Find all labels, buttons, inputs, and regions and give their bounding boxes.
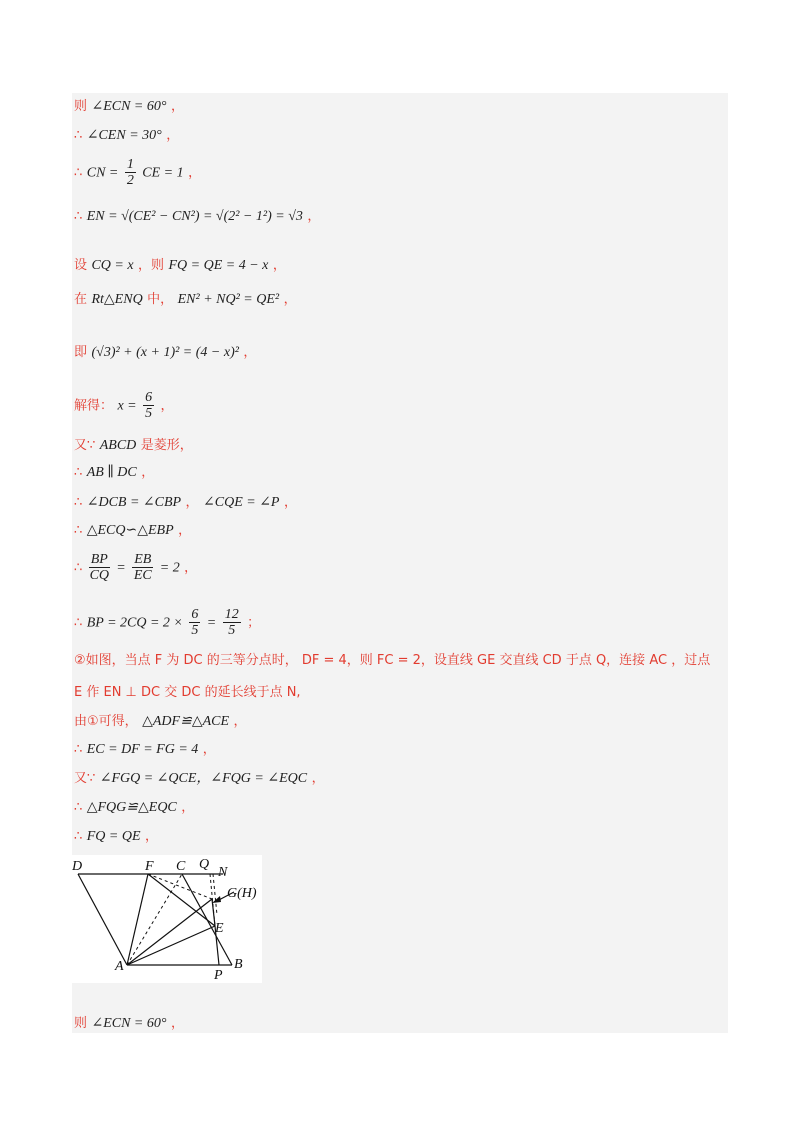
line-suffix: ， bbox=[144, 829, 158, 844]
segment-fe bbox=[148, 874, 215, 926]
fraction-numerator: 12 bbox=[224, 607, 239, 622]
line-suffix: ， bbox=[272, 258, 286, 273]
fraction-numerator: 6 bbox=[145, 390, 153, 405]
math-expression: = bbox=[206, 615, 217, 631]
therefore-symbol: ∴ bbox=[74, 829, 83, 844]
math-expression: ∠ECN = 60° bbox=[91, 1016, 167, 1031]
line-prefix: 由①可得， bbox=[74, 714, 138, 729]
line-suffix: ， bbox=[283, 495, 297, 510]
therefore-symbol: ∴ bbox=[74, 495, 83, 510]
math-expression: EC = DF = FG = 4 bbox=[86, 742, 199, 757]
line-prefix: 又∵ bbox=[74, 438, 96, 453]
line-suffix: ， bbox=[202, 742, 216, 757]
label-c: C bbox=[176, 859, 186, 874]
math-expression: ∠DCB = ∠CBP bbox=[86, 495, 182, 510]
math-expression: BP = 2CQ = 2 × bbox=[86, 615, 183, 631]
segment-da bbox=[78, 874, 127, 965]
fraction bbox=[143, 390, 154, 421]
solution-line-14 bbox=[74, 607, 260, 638]
solution-line-2 bbox=[74, 126, 179, 145]
math-expression: △ECQ∽△EBP bbox=[86, 523, 174, 538]
solution-line-17 bbox=[74, 712, 247, 731]
line-suffix: ， bbox=[243, 345, 257, 360]
math-expression: △FQG≌△EQC bbox=[86, 800, 177, 815]
math-expression: EN² + NQ² = QE² bbox=[177, 292, 280, 307]
line-suffix: ， bbox=[160, 398, 174, 414]
fraction-denominator: 5 bbox=[145, 406, 153, 421]
solution-line-22 bbox=[74, 1014, 184, 1033]
fraction-numerator: BP bbox=[90, 552, 108, 567]
segment-ac bbox=[127, 874, 182, 965]
solution-line-6 bbox=[74, 290, 297, 309]
solution-line-18 bbox=[74, 740, 216, 759]
math-expression: = 2 bbox=[159, 560, 180, 576]
line-connector: ， bbox=[185, 495, 199, 510]
solution-line-13 bbox=[74, 552, 197, 583]
line-prefix: 则 bbox=[74, 1016, 88, 1031]
line-suffix: ， bbox=[170, 1016, 184, 1031]
line-suffix: ， bbox=[311, 771, 325, 786]
label-e: E bbox=[215, 921, 224, 936]
math-expression: x = bbox=[117, 398, 137, 414]
solution-line-4 bbox=[74, 207, 320, 226]
label-f: F bbox=[145, 859, 154, 874]
therefore-symbol: ∴ bbox=[74, 800, 83, 815]
label-g-h: G(H) bbox=[227, 886, 257, 901]
segment-ae bbox=[127, 926, 215, 965]
fraction bbox=[89, 552, 110, 583]
math-expression: Rt△ENQ bbox=[91, 292, 143, 307]
line-connector: ，则 bbox=[138, 258, 165, 273]
line-suffix: ， bbox=[181, 800, 195, 815]
solution-line-21 bbox=[74, 827, 158, 846]
fraction-denominator: CQ bbox=[89, 568, 110, 583]
solution-line-8 bbox=[74, 390, 174, 421]
line-prefix: 解得： bbox=[74, 398, 114, 414]
label-a: A bbox=[115, 959, 124, 974]
therefore-symbol: ∴ bbox=[74, 465, 83, 480]
fraction-denominator: 5 bbox=[191, 623, 199, 638]
solution-line-10 bbox=[74, 463, 154, 482]
label-q: Q bbox=[199, 857, 210, 872]
math-expression: ABCD bbox=[99, 438, 137, 453]
math-expression: ∠CQE = ∠P bbox=[203, 495, 280, 510]
line-prefix: 在 bbox=[74, 292, 88, 307]
line-connector: 中， bbox=[147, 292, 174, 307]
fraction-denominator: EC bbox=[133, 568, 152, 583]
label-d: D bbox=[72, 859, 83, 874]
solution-line-3 bbox=[74, 157, 201, 188]
line-suffix: ； bbox=[247, 615, 261, 631]
solution-line-11 bbox=[74, 493, 297, 512]
math-expression: CN = bbox=[86, 165, 119, 181]
solution-line-5 bbox=[74, 256, 286, 275]
fraction bbox=[223, 607, 241, 638]
solution-paragraph-part2: ②如图，当点 F 为 DC 的三等分点时， DF = 4，则 FC = 2，设直线 GE 交直线 CD 于点 Q，连接 AC ，过点 bbox=[74, 653, 711, 668]
geometry-figure bbox=[72, 855, 262, 983]
line-prefix: 设 bbox=[74, 258, 88, 273]
solution-line-9 bbox=[74, 436, 193, 455]
equals-sign: = bbox=[116, 560, 126, 576]
solution-line-20 bbox=[74, 798, 194, 817]
solution-line-1 bbox=[74, 97, 184, 116]
math-expression: FQ = QE bbox=[86, 829, 141, 844]
math-expression: AB ∥ DC bbox=[86, 465, 137, 480]
math-expression: ∠CEN = 30° bbox=[86, 128, 162, 143]
arrowhead-icon bbox=[212, 896, 221, 903]
fraction-denominator: 2 bbox=[126, 173, 134, 188]
line-suffix: ， bbox=[184, 560, 198, 576]
line-suffix: ， bbox=[283, 292, 297, 307]
therefore-symbol: ∴ bbox=[74, 742, 83, 757]
therefore-symbol: ∴ bbox=[74, 209, 83, 224]
solution-line-12 bbox=[74, 521, 191, 540]
therefore-symbol: ∴ bbox=[74, 165, 83, 181]
fraction-numerator: EB bbox=[134, 552, 152, 567]
math-expression: △ADF≌△ACE bbox=[142, 714, 230, 729]
fraction-numerator: 6 bbox=[191, 607, 199, 622]
therefore-symbol: ∴ bbox=[74, 523, 83, 538]
rhombus-diagram bbox=[72, 855, 262, 983]
fraction-numerator: 1 bbox=[126, 157, 134, 172]
math-expression: FQ = QE = 4 − x bbox=[168, 258, 269, 273]
fraction bbox=[125, 157, 136, 188]
line-suffix: ， bbox=[170, 99, 184, 114]
line-prefix: 即 bbox=[74, 345, 88, 360]
therefore-symbol: ∴ bbox=[74, 128, 83, 143]
label-n: N bbox=[218, 865, 228, 880]
line-suffix: 是菱形， bbox=[140, 438, 193, 453]
line-suffix: ， bbox=[178, 523, 192, 538]
math-expression: CE = 1 bbox=[142, 165, 184, 181]
label-p: P bbox=[214, 968, 223, 983]
label-b: B bbox=[234, 957, 243, 972]
therefore-symbol: ∴ bbox=[74, 560, 83, 576]
fraction bbox=[189, 607, 200, 638]
line-suffix: ， bbox=[141, 465, 155, 480]
math-expression: ∠FGQ = ∠QCE，∠FQG = ∠EQC bbox=[99, 771, 308, 786]
math-expression: CQ = x bbox=[91, 258, 134, 273]
therefore-symbol: ∴ bbox=[74, 615, 83, 631]
solution-line-19 bbox=[74, 769, 325, 788]
line-suffix: ， bbox=[166, 128, 180, 143]
fraction-denominator: 5 bbox=[228, 623, 236, 638]
line-suffix: ， bbox=[233, 714, 247, 729]
line-prefix: 则 bbox=[74, 99, 88, 114]
line-prefix: 又∵ bbox=[74, 771, 96, 786]
math-expression: EN = √(CE² − CN²) = √(2² − 1²) = √3 bbox=[86, 209, 303, 224]
math-expression: ∠ECN = 60° bbox=[91, 99, 167, 114]
line-suffix: ， bbox=[188, 165, 202, 181]
fraction bbox=[132, 552, 153, 583]
solution-paragraph-part2-cont: E 作 EN ⊥ DC 交 DC 的延长线于点 N, bbox=[74, 685, 301, 700]
line-suffix: ， bbox=[307, 209, 321, 224]
solution-line-7 bbox=[74, 343, 256, 362]
math-expression: (√3)² + (x + 1)² = (4 − x)² bbox=[91, 345, 239, 360]
